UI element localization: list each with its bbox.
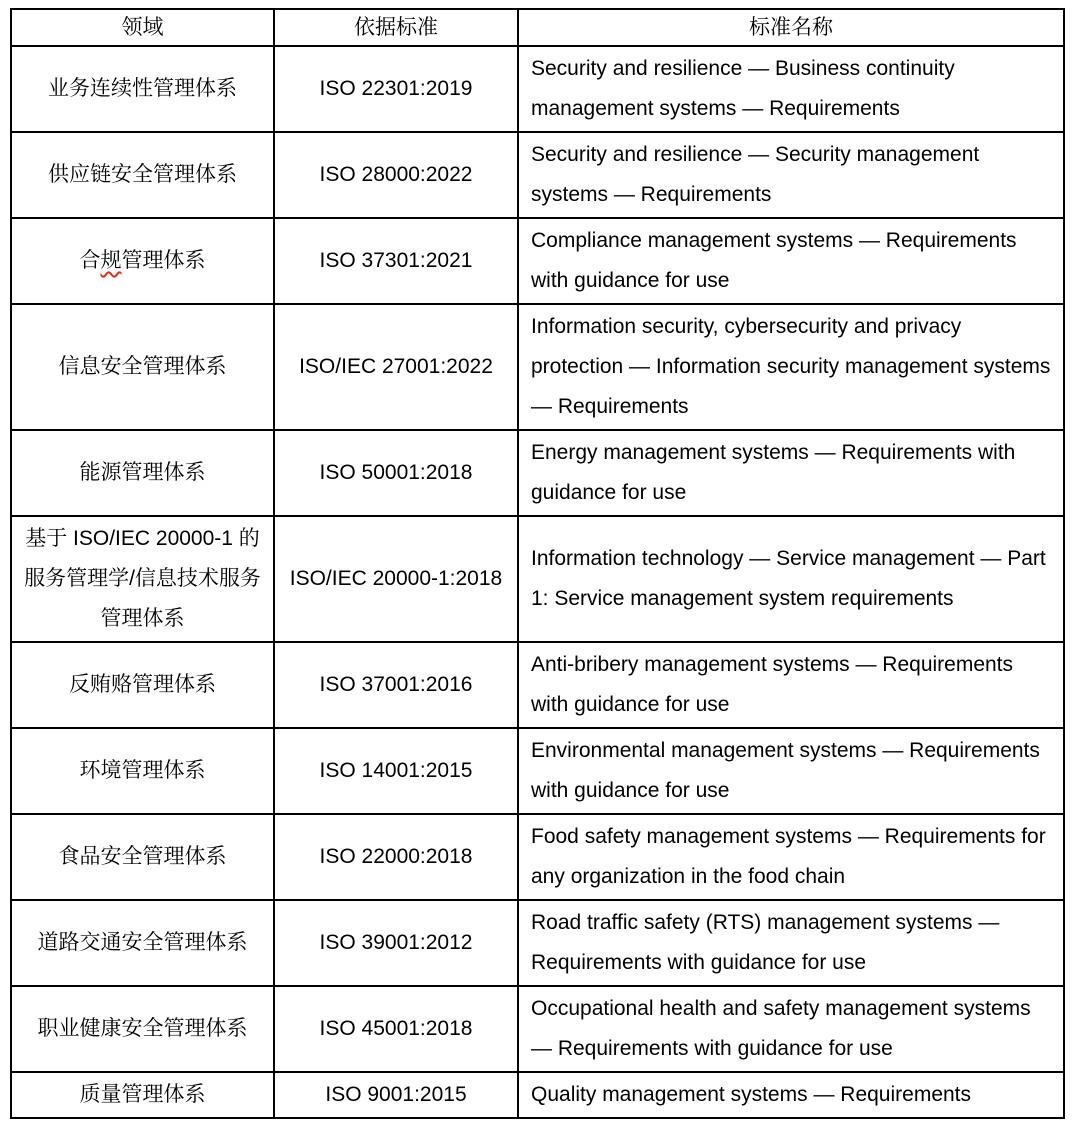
table-row [11,900,1064,986]
standard-name-cell: Occupational health and safety management systems — Requirements with guidance for use [518,986,1064,1072]
domain-cell: 食品安全管理体系 [11,814,274,900]
table-row [11,430,1064,516]
standard-name-cell: Energy management systems — Requirements with guidance for use [518,430,1064,516]
table-row [11,1072,1064,1118]
misspelled-text: 规 [100,249,122,272]
table-row [11,132,1064,218]
standard-name-cell: Information security, cybersecurity and privacy protection — Information security management systems — Requirements [518,304,1064,430]
domain-cell: 环境管理体系 [11,728,274,814]
standard-name-cell: Road traffic safety (RTS) management systems — Requirements with guidance for use [518,900,1064,986]
standard-name-cell: Food safety management systems — Requirements for any organization in the food chain [518,814,1064,900]
table-header [11,9,1064,46]
standard-cell: ISO 9001:2015 [274,1072,518,1118]
standard-cell: ISO/IEC 20000-1:2018 [274,516,518,642]
standard-name-cell: Compliance management systems — Requirements with guidance for use [518,218,1064,304]
standard-name-cell: Quality management systems — Requirements [518,1072,1064,1118]
domain-cell: 信息安全管理体系 [11,304,274,430]
domain-cell: 业务连续性管理体系 [11,46,274,132]
standard-cell: ISO 22301:2019 [274,46,518,132]
column-header-standard-name: 标准名称 [518,9,1064,46]
domain-cell: 能源管理体系 [11,430,274,516]
table-row [11,304,1064,430]
standard-cell: ISO 50001:2018 [274,430,518,516]
standard-cell: ISO 14001:2015 [274,728,518,814]
table-row [11,218,1064,304]
table-row [11,516,1064,642]
column-header-standard: 依据标准 [274,9,518,46]
domain-cell: 反贿赂管理体系 [11,642,274,728]
column-header-domain: 领域 [11,9,274,46]
standard-name-cell: Security and resilience — Security management systems — Requirements [518,132,1064,218]
domain-cell: 职业健康安全管理体系 [11,986,274,1072]
domain-text: 管理体系 [121,249,206,272]
standard-cell: ISO 37301:2021 [274,218,518,304]
standard-cell: ISO 45001:2018 [274,986,518,1072]
header-row [11,9,1064,46]
standard-cell: ISO/IEC 27001:2022 [274,304,518,430]
standard-cell: ISO 28000:2022 [274,132,518,218]
table-row [11,814,1064,900]
standard-name-cell: Security and resilience — Business continuity management systems — Requirements [518,46,1064,132]
domain-cell: 道路交通安全管理体系 [11,900,274,986]
domain-cell: 基于 ISO/IEC 20000-1 的服务管理学/信息技术服务管理体系 [11,516,274,642]
domain-text: 合 [79,249,101,272]
domain-cell: 质量管理体系 [11,1072,274,1118]
table-row [11,46,1064,132]
domain-cell: 供应链安全管理体系 [11,132,274,218]
standard-name-cell: Anti-bribery management systems — Requirements with guidance for use [518,642,1064,728]
domain-cell [11,218,274,304]
standard-name-cell: Environmental management systems — Requirements with guidance for use [518,728,1064,814]
standard-name-cell: Information technology — Service management — Part 1: Service management system requirements [518,516,1064,642]
standard-cell: ISO 39001:2012 [274,900,518,986]
standard-cell: ISO 37001:2016 [274,642,518,728]
table-row [11,642,1064,728]
table-row [11,986,1064,1072]
standards-table [10,8,1065,1119]
standard-cell: ISO 22000:2018 [274,814,518,900]
table-body [11,46,1064,1118]
table-row [11,728,1064,814]
